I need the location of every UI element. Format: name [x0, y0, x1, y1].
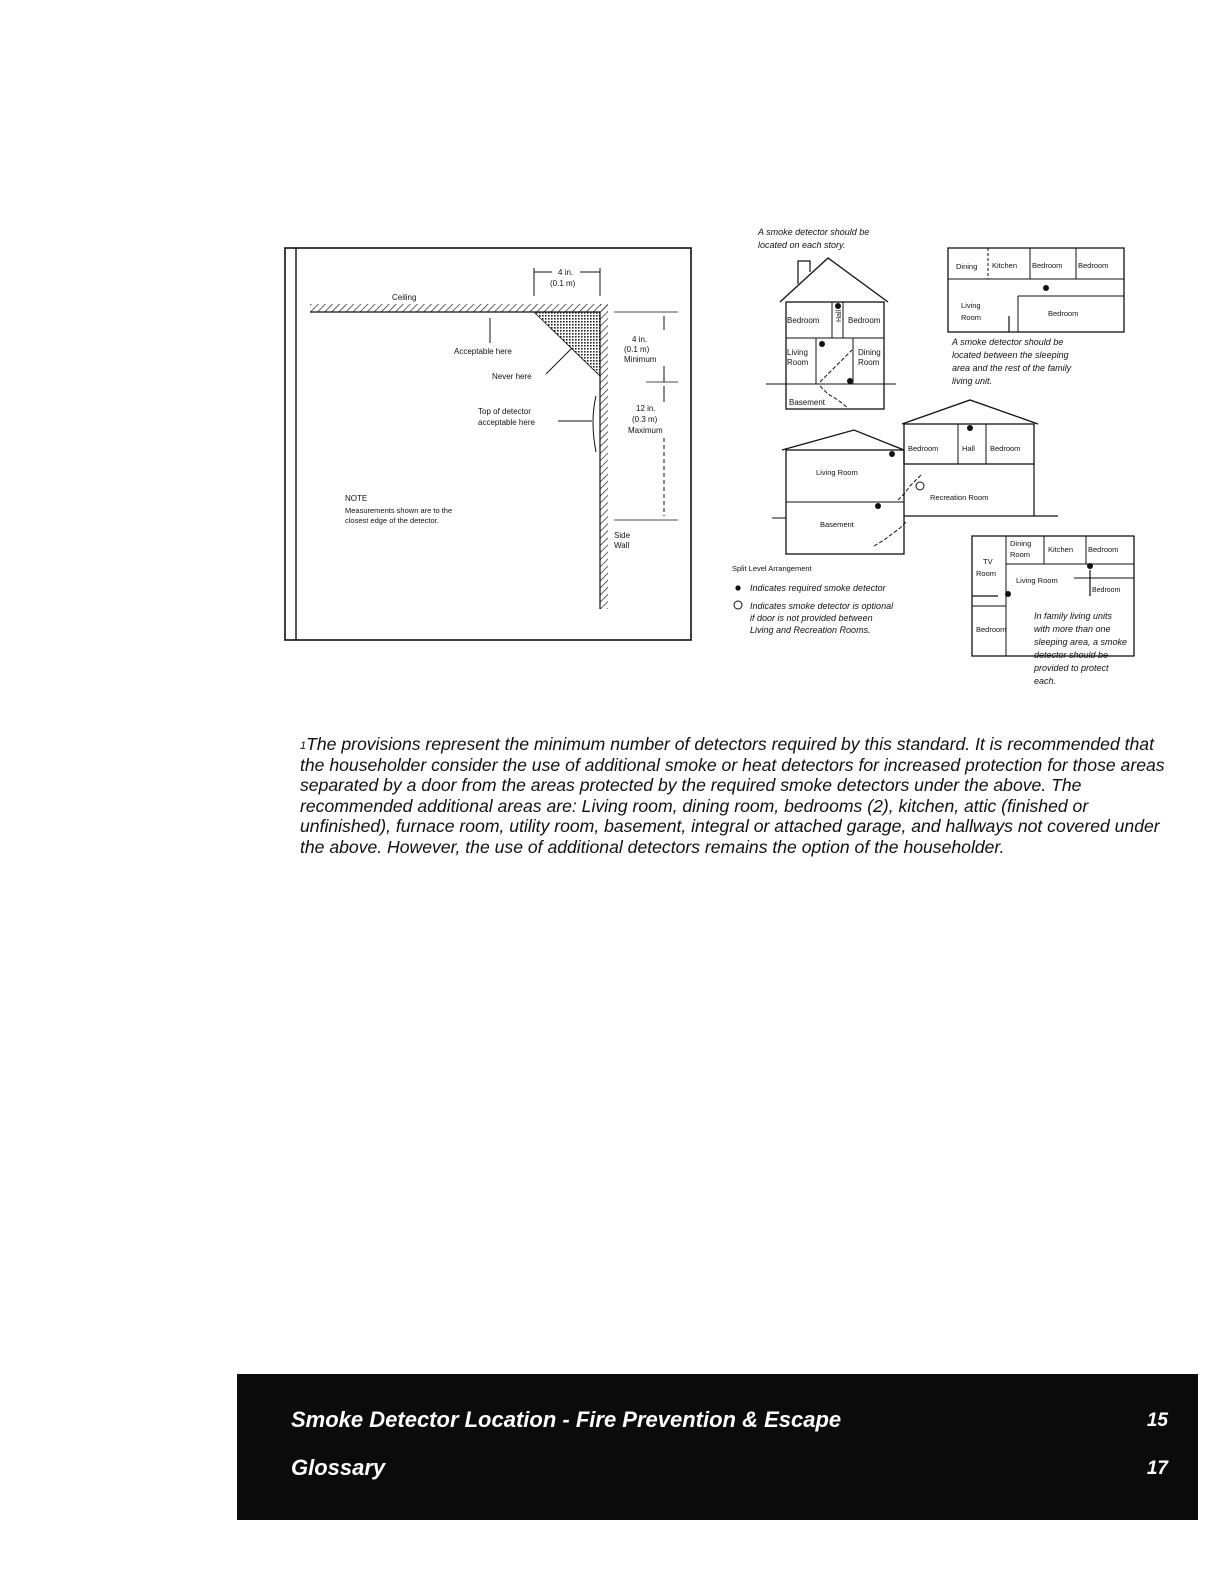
story-caption-1: A smoke detector should be: [758, 227, 870, 237]
toc-item-title: Smoke Detector Location - Fire Prevention & Escape: [291, 1407, 842, 1432]
footnote: [300, 734, 1180, 858]
dim-4in-top: 4 in.: [558, 268, 574, 277]
required-detector-dot: [875, 503, 881, 509]
family-caption-4: detector should be: [1034, 650, 1109, 660]
optional-detector-marker: [916, 482, 924, 490]
required-detector-dot: [835, 303, 841, 309]
house-dining-1: Dining: [858, 348, 881, 357]
side-wall-label-2: Wall: [614, 541, 630, 550]
house-bedroom-left: Bedroom: [787, 316, 820, 325]
required-detector-dot: [967, 425, 973, 431]
ceiling-hatch: [310, 304, 608, 312]
plan1-bedroom-b: Bedroom: [1078, 261, 1109, 270]
house-basement: Basement: [789, 398, 826, 407]
plan2-dining-2: Room: [1010, 550, 1031, 559]
plan1-kitchen: Kitchen: [992, 261, 1018, 270]
ceiling-label: Ceiling: [392, 293, 417, 302]
required-detector-dot: [847, 378, 853, 384]
split-bedroom-left: Bedroom: [908, 444, 939, 453]
legend-optional-marker: [734, 601, 742, 609]
family-caption-1: In family living units: [1034, 611, 1113, 621]
legend-optional-1: Indicates smoke detector is optional: [750, 601, 894, 611]
dim-4in-side-word: Minimum: [624, 355, 657, 364]
plan2-tv-1: TV: [983, 557, 993, 566]
plan1-bedroom-c: Bedroom: [1048, 309, 1079, 318]
story-caption-2: located on each story.: [758, 240, 846, 250]
plan2-tv-2: Room: [976, 569, 997, 578]
dim-12in-metric: (0.3 m): [632, 415, 658, 424]
house-bedroom-right: Bedroom: [848, 316, 881, 325]
family-caption-5: provided to protect: [1034, 663, 1109, 673]
family-caption-3: sleeping area, a smoke: [1034, 637, 1128, 647]
top-of-detector-label-1: Top of detector: [478, 407, 531, 416]
house-hall: Hall: [836, 309, 843, 322]
floor-plan-sleeping-area: [948, 248, 1124, 332]
dead-air-zone: [534, 312, 600, 376]
plan2-living: Living Room: [1016, 576, 1058, 585]
plan1-living-1: Living: [961, 301, 981, 310]
plan2-kitchen: Kitchen: [1048, 545, 1074, 554]
split-bedroom-right: Bedroom: [990, 444, 1021, 453]
split-recreation: Recreation Room: [930, 493, 989, 502]
split-caption: Split Level Arrangement: [732, 564, 812, 573]
note-line-1: Measurements shown are to the: [345, 506, 453, 515]
dim-12in-word: Maximum: [628, 426, 663, 435]
side-wall-label-1: Side: [614, 531, 631, 540]
family-caption-6: each.: [1034, 676, 1057, 686]
two-story-house: [766, 258, 896, 409]
sleeping-caption-2: located between the sleeping: [952, 350, 1069, 360]
split-level-house: [772, 400, 1058, 554]
plan2-bedroom-c: Bedroom: [976, 625, 1007, 634]
legend-required-dot: [735, 585, 740, 590]
required-detector-dot: [1005, 591, 1011, 597]
split-living: Living Room: [816, 468, 858, 477]
split-basement: Basement: [820, 520, 854, 529]
home-detector-placement-diagram: [728, 224, 1164, 692]
toc-item-glossary[interactable]: [291, 1455, 1168, 1481]
toc-item-page: 17: [1146, 1458, 1168, 1479]
house-living-1: Living: [787, 348, 808, 357]
table-of-contents-bar: [237, 1374, 1198, 1520]
footnote-text: The provisions represent the minimum number of detectors required by this standard. It is recommended that the householder consider the use of additional smoke or heat detectors for increased protection for those areas separated by a door from the areas protected by the required smoke detectors under the above. The recommended additional areas are: Living room, dining room, bedrooms (2), kitchen, attic (finished or unfinished), furnace room, utility room, basement, integral or attached garage, and hallways not covered under the above. However, the use of additional detectors remains the option of the householder.: [300, 734, 1165, 857]
dim-4in-top-metric: (0.1 m): [550, 279, 576, 288]
plan2-dining-1: Dining: [1010, 539, 1032, 548]
required-detector-dot: [1043, 285, 1049, 291]
note-line-2: closest edge of the detector.: [345, 516, 439, 525]
top-of-detector-label-2: acceptable here: [478, 418, 535, 427]
note-title: NOTE: [345, 494, 368, 503]
toc-item-smoke-detector[interactable]: [291, 1407, 1168, 1433]
sleeping-caption-4: living unit.: [952, 376, 993, 386]
required-detector-dot: [819, 341, 825, 347]
plan1-bedroom-a: Bedroom: [1032, 261, 1063, 270]
sleeping-caption-3: area and the rest of the family: [952, 363, 1072, 373]
acceptable-here-label: Acceptable here: [454, 347, 512, 356]
dim-4in-side-metric: (0.1 m): [624, 345, 650, 354]
footnote-marker: 1: [300, 740, 307, 752]
family-caption-2: with more than one: [1034, 624, 1111, 634]
legend-optional-3: Living and Recreation Rooms.: [750, 625, 871, 635]
toc-item-page: 15: [1146, 1410, 1168, 1431]
house-living-2: Room: [787, 358, 809, 367]
required-detector-dot: [889, 451, 895, 457]
wall-hatch: [600, 304, 608, 609]
dim-12in: 12 in.: [636, 404, 656, 413]
plan1-living-2: Room: [961, 313, 982, 322]
never-here-label: Never here: [492, 372, 532, 381]
plan2-bedroom-b: Bedroom: [1092, 587, 1121, 594]
ceiling-mounting-diagram: [284, 246, 694, 642]
dim-4in-side: 4 in.: [632, 335, 648, 344]
legend-required: Indicates required smoke detector: [750, 583, 886, 593]
split-hall: Hall: [962, 444, 975, 453]
plan2-bedroom-a: Bedroom: [1088, 545, 1119, 554]
required-detector-dot: [1087, 563, 1093, 569]
legend-optional-2: if door is not provided between: [750, 613, 873, 623]
house-dining-2: Room: [858, 358, 880, 367]
sleeping-caption-1: A smoke detector should be: [952, 337, 1064, 347]
toc-item-title: Glossary: [291, 1455, 386, 1480]
plan1-dining: Dining: [956, 262, 978, 271]
